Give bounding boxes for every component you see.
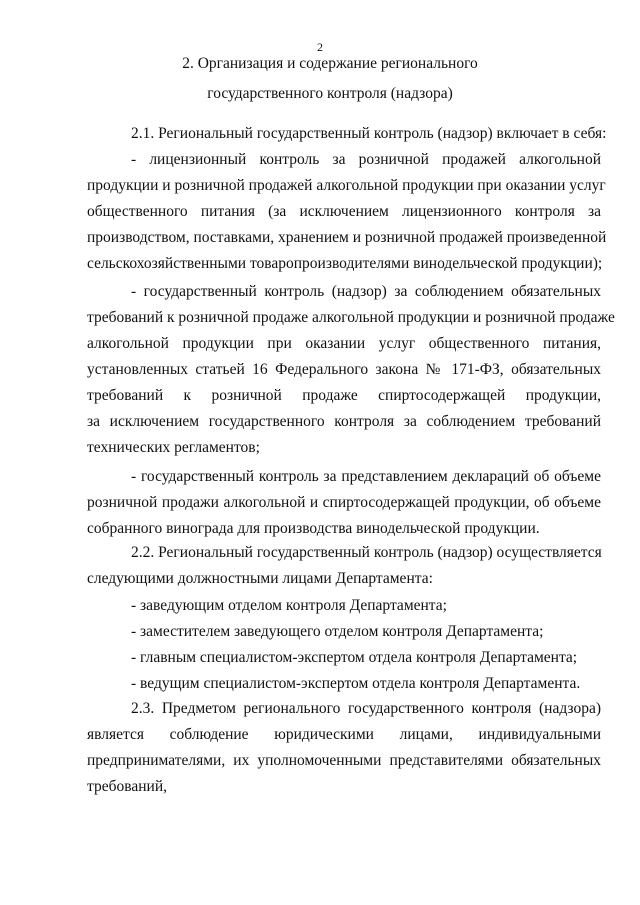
text-line: общественного питания (за исключением лицензионного контроля за: [87, 203, 601, 220]
text-line: за исключением государственного контроля за соблюдением требований: [87, 413, 601, 430]
text-line: 2.3. Предметом регионального государственного контроля (надзора): [131, 700, 601, 717]
paragraph-2-1-intro: [87, 121, 607, 147]
text-line: розничной продажи алкогольной и спиртосодержащей продукции, об объеме: [87, 494, 601, 511]
text-line: требований к розничной продаже спиртосодержащей продукции,: [87, 387, 601, 404]
section-title-line-1: 2. Организация и содержание регионального: [182, 55, 478, 72]
text-line: требований,: [87, 778, 167, 795]
text-line: 2.1. Региональный государственный контроль (надзор) включает в себя:: [131, 125, 607, 142]
section-title-line-2: государственного контроля (надзора): [207, 85, 453, 102]
list-item: - главным специалистом-экспертом отдела контроля Департамента;: [131, 649, 578, 666]
text-line: 2.2. Региональный государственный контроль (надзор) осуществляется: [131, 544, 602, 561]
text-line: алкогольной продукции при оказании услуг общественного питания,: [87, 335, 601, 352]
text-line: - лицензионный контроль за розничной продажей алкогольной: [131, 151, 601, 168]
text-line: производством, поставками, хранением и розничной продажей произведенной: [87, 229, 607, 246]
text-line: является соблюдение юридическими лицами, индивидуальными: [87, 726, 601, 743]
paragraph-2-1-bullet-2: [87, 279, 615, 461]
text-line: установленных статьей 16 Федерального закона № 171-ФЗ, обязательных: [87, 361, 601, 378]
text-line: - государственный контроль (надзор) за соблюдением обязательных: [131, 283, 601, 300]
list-item: - ведущим специалистом-экспертом отдела контроля Департамента.: [131, 675, 581, 692]
text-line: технических регламентов;: [87, 439, 260, 456]
text-line: предпринимателями, их уполномоченными представителями обязательных: [87, 752, 601, 769]
list-item: - заместителем заведующего отделом контроля Департамента;: [131, 623, 544, 640]
text-line: собранного винограда для производства винодельческой продукции.: [87, 520, 540, 537]
text-line: продукции и розничной продажей алкогольной продукции при оказании услуг: [87, 177, 606, 194]
text-line: сельскохозяйственными товаропроизводителями винодельческой продукции);: [87, 255, 603, 272]
paragraph-2-1-bullet-1: [87, 147, 607, 277]
text-line: - государственный контроль за представлением деклараций об объеме: [131, 468, 601, 485]
paragraph-2-2: [87, 540, 601, 592]
text-line: требований к розничной продаже алкогольной продукции и розничной продаже: [87, 309, 615, 326]
paragraph-2-1-bullet-3: [87, 464, 601, 542]
list-item: - заведующим отделом контроля Департамента;: [131, 597, 447, 614]
page-number: 2: [317, 40, 323, 54]
paragraph-2-3: [87, 696, 601, 800]
text-line: следующими должностными лицами Департамента:: [87, 570, 433, 587]
